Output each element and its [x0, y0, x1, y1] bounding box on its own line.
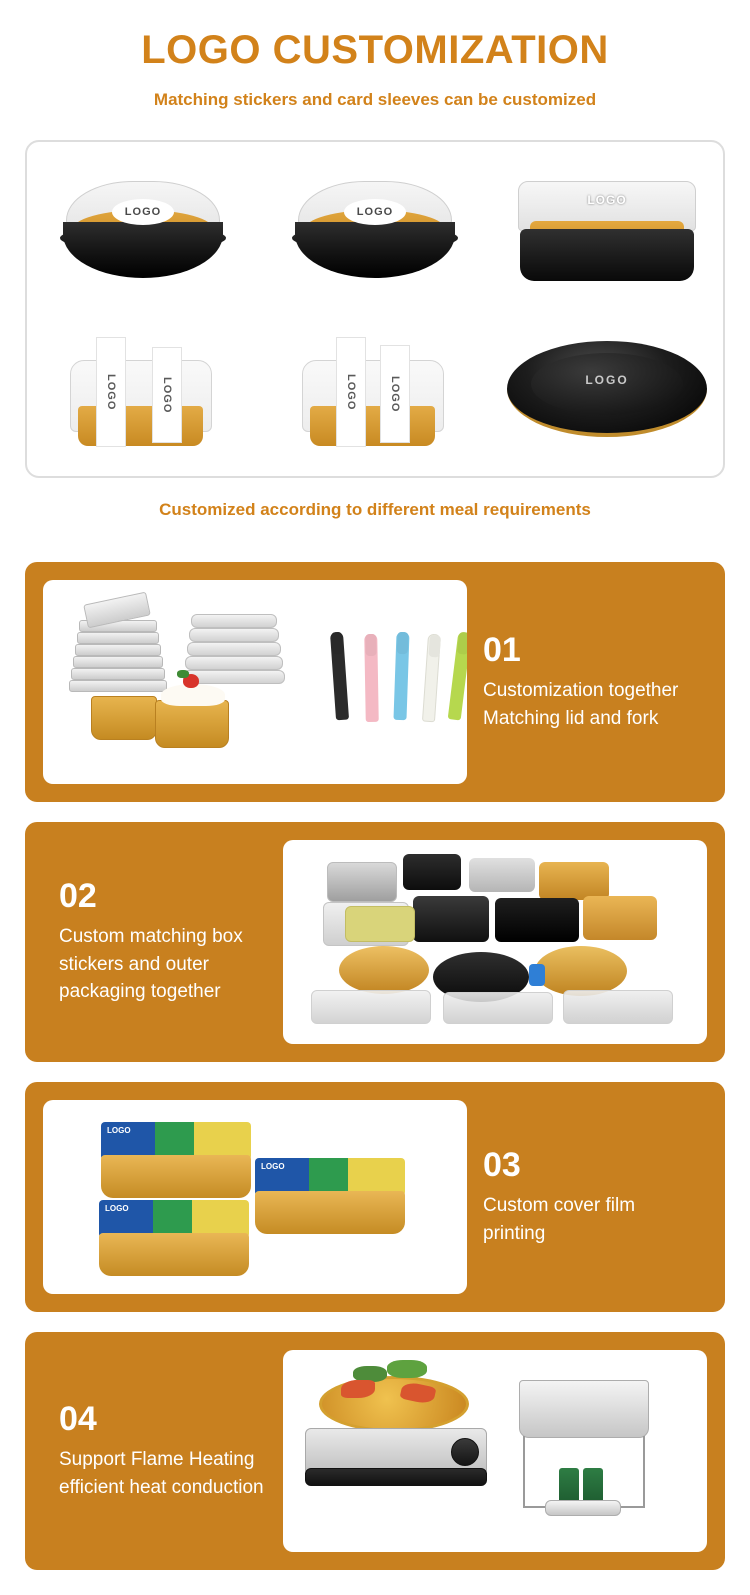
gallery-item-square-cup-2 — [259, 309, 491, 476]
feature-04-description: Support Flame Heating efficient heat conduction — [59, 1449, 264, 1498]
mid-caption: Customized according to different meal requirements — [159, 500, 591, 519]
gallery-item-round-lid — [491, 309, 723, 476]
feature-04-image — [283, 1350, 707, 1552]
gallery-item-rect-box — [491, 142, 723, 309]
feature-row-02 — [25, 822, 725, 1062]
feature-01-text — [467, 632, 707, 732]
logo-label: LOGO — [161, 376, 173, 414]
round-bowl-illustration — [290, 173, 460, 278]
logo-label: LOGO — [345, 373, 357, 411]
gallery-item-square-cup-1 — [27, 309, 259, 476]
card-sleeve — [96, 337, 126, 447]
round-bowl-illustration — [58, 173, 228, 278]
feature-03-image: LOGO LOGO LOGO — [43, 1100, 467, 1294]
card-sleeve-secondary — [152, 347, 182, 443]
feature-02-text — [43, 878, 283, 1006]
feature-row-01 — [25, 562, 725, 802]
feature-03-number: 03 — [483, 1145, 521, 1184]
feature-03-description: Custom cover film printing — [483, 1195, 636, 1244]
feature-row-04 — [25, 1332, 725, 1570]
feature-row-03 — [25, 1082, 725, 1312]
feature-01-image — [43, 580, 467, 784]
logo-product-gallery — [25, 140, 725, 478]
feature-04-number: 04 — [59, 1399, 97, 1438]
square-cup-illustration — [280, 335, 470, 450]
gallery-item-round-bowl-2 — [259, 142, 491, 309]
card-sleeve-secondary — [380, 345, 410, 443]
page-title: LOGO CUSTOMIZATION — [141, 28, 609, 72]
feature-02-image — [283, 840, 707, 1044]
logo-label: LOGO — [389, 375, 401, 413]
card-sleeve — [336, 337, 366, 447]
logo-label: LOGO — [587, 192, 627, 207]
feature-01-description: Customization together Matching lid and fork — [483, 680, 679, 729]
feature-02-description: Custom matching box stickers and outer packaging together — [59, 926, 243, 1003]
logo-label: LOGO — [105, 373, 117, 411]
rect-box-illustration — [512, 171, 702, 281]
round-lid-illustration — [507, 335, 707, 450]
logo-label: LOGO — [585, 373, 629, 387]
feature-03-text — [467, 1147, 707, 1247]
feature-01-number: 01 — [483, 630, 521, 669]
feature-02-number: 02 — [59, 876, 97, 915]
feature-04-text — [43, 1401, 283, 1501]
page-subtitle: Matching stickers and card sleeves can be customized — [153, 90, 597, 109]
logo-label: LOGO — [344, 199, 406, 225]
square-cup-illustration — [48, 335, 238, 450]
gallery-item-round-bowl-1 — [27, 142, 259, 309]
logo-label: LOGO — [112, 199, 174, 225]
